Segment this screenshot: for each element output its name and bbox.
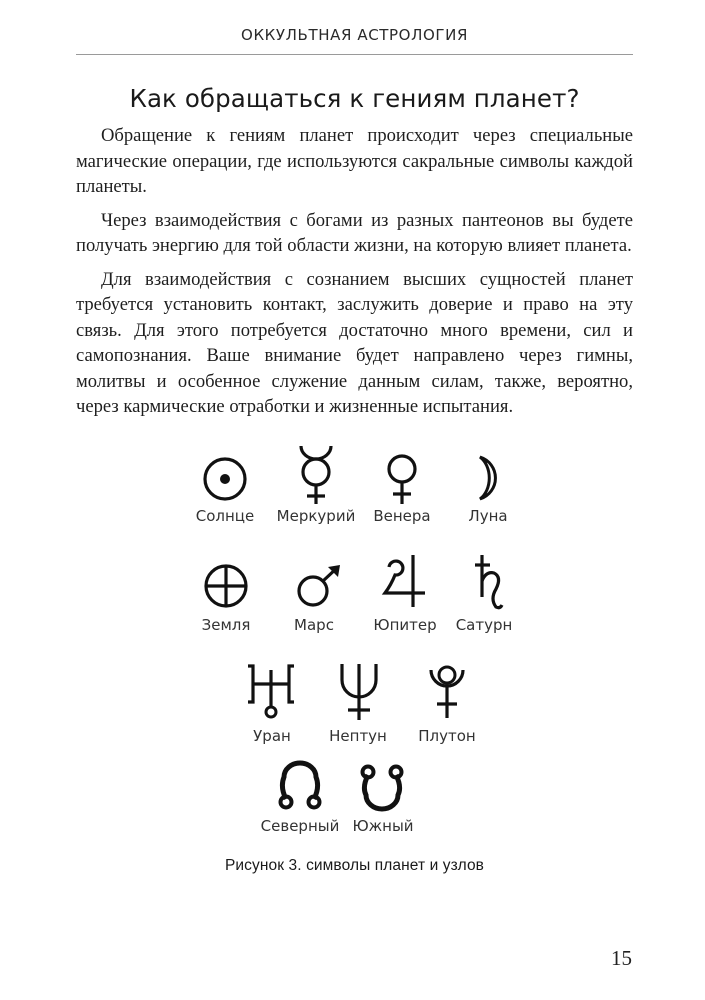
label-pluto: Плутон (418, 727, 476, 745)
label-moon: Луна (468, 507, 508, 525)
uranus-icon (246, 664, 296, 720)
north-node-icon (276, 763, 324, 811)
label-venus: Венера (373, 507, 431, 525)
label-neptune: Нептун (329, 727, 387, 745)
mars-icon (296, 563, 344, 609)
earth-icon (203, 563, 249, 609)
jupiter-icon (381, 553, 427, 609)
paragraph-1: Обращение к гениям планет происходит через специальные магические операции, где используются сакральные символы каждой планеты. (76, 125, 633, 197)
venus-icon (385, 452, 419, 506)
label-south-node: Южный (352, 817, 414, 835)
moon-icon (474, 454, 508, 502)
mercury-icon (296, 444, 336, 506)
saturn-icon (472, 553, 506, 611)
south-node-icon (358, 763, 406, 811)
neptune-icon (338, 662, 380, 722)
label-mars: Марс (294, 616, 334, 634)
label-uranus: Уран (253, 727, 291, 745)
label-north-node: Северный (260, 817, 340, 835)
paragraph-3: Для взаимодействия с сознанием высших сущностей планет требуется установить контакт, заслужить доверие и право на эту связь. Для этого потребуется достаточно много времени, сил и самопознания. Ваше внимание будет направлено через гимны, молитвы и особенное служение данным силам, также, вероятно, через кармические отработки и жизненные испытания. (76, 268, 633, 417)
label-earth: Земля (201, 616, 251, 634)
label-sun: Солнце (195, 507, 255, 525)
section-title: Как обращаться к гениям планет? (129, 84, 580, 113)
header-rule (76, 54, 633, 55)
paragraph-2: Через взаимодействия с богами из разных пантеонов вы будете получать энергию для той области жизни, на которую влияет планета. (76, 209, 633, 256)
page-number: 15 (611, 946, 632, 970)
running-head: ОККУЛЬТНАЯ АСТРОЛОГИЯ (241, 26, 468, 44)
label-saturn: Сатурн (455, 616, 513, 634)
sun-icon (202, 456, 248, 502)
label-jupiter: Юпитер (373, 616, 437, 634)
label-mercury: Меркурий (276, 507, 356, 525)
pluto-icon (427, 664, 467, 720)
body-text (76, 123, 633, 428)
figure-caption: Рисунок 3. символы планет и узлов (224, 857, 485, 874)
